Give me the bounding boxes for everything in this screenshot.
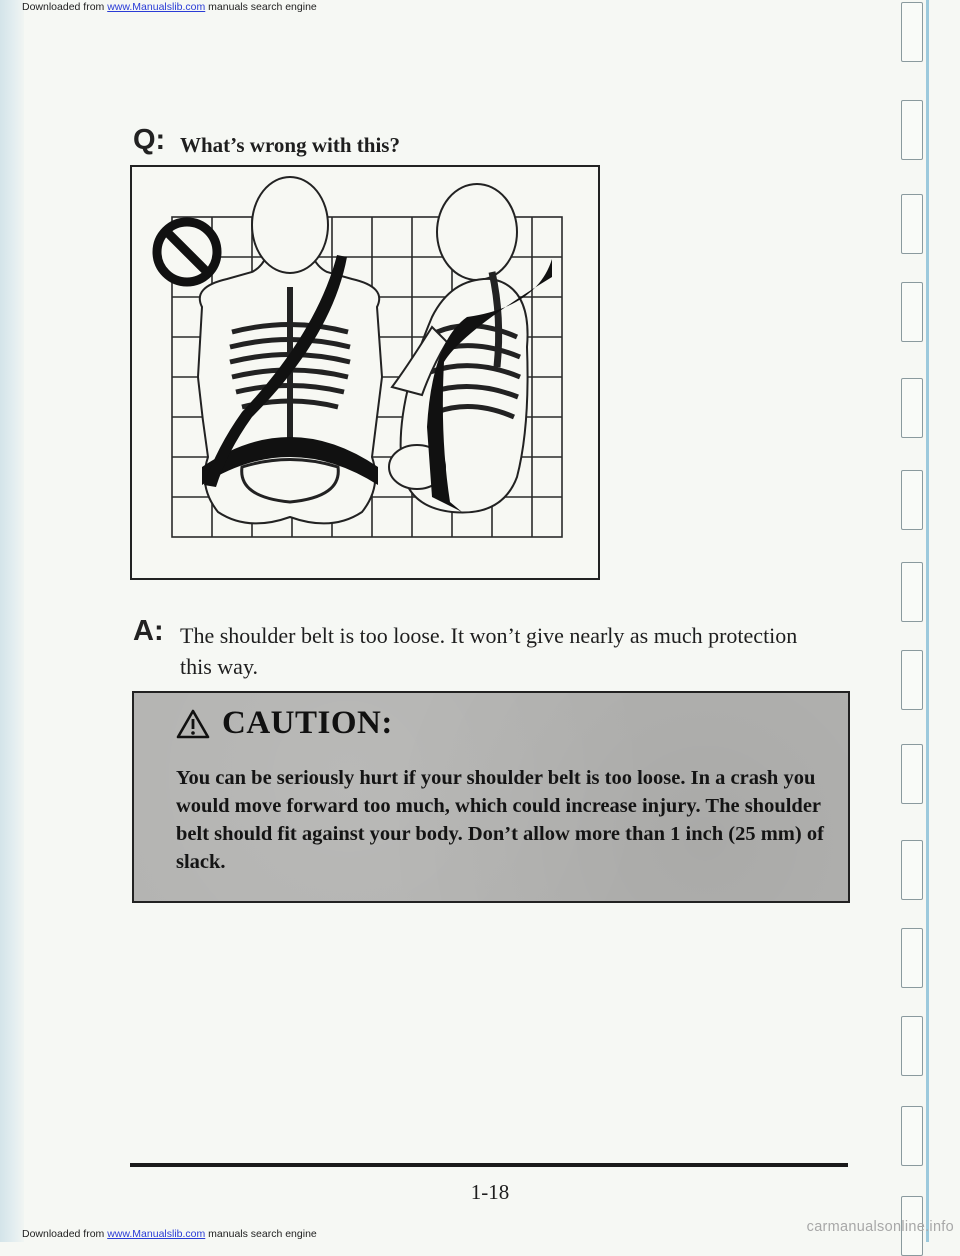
skeleton-belt-diagram bbox=[132, 167, 598, 578]
page-number: 1-18 bbox=[470, 1180, 510, 1204]
margin-tab bbox=[901, 100, 923, 160]
prohibition-icon bbox=[157, 222, 217, 282]
seat-belt-illustration bbox=[130, 165, 600, 580]
corner-watermark: carmanualsonline.info bbox=[806, 1219, 954, 1235]
margin-tab bbox=[901, 2, 923, 62]
question-label: Q: bbox=[133, 124, 166, 156]
watermark-top-prefix: Downloaded from bbox=[22, 1, 108, 13]
caution-heading bbox=[176, 705, 393, 742]
caution-title: CAUTION: bbox=[222, 705, 393, 741]
answer-text: The shoulder belt is too loose. It won’t give nearly as much protection this way. bbox=[180, 623, 798, 679]
margin-tab bbox=[901, 378, 923, 438]
footer-rule bbox=[130, 1163, 848, 1167]
caution-box bbox=[132, 691, 850, 903]
watermark-top-link[interactable]: www.Manualslib.com bbox=[107, 1, 206, 13]
question-text: What’s wrong with this? bbox=[180, 133, 400, 157]
watermark-bottom-link[interactable]: www.Manualslib.com bbox=[107, 1228, 206, 1240]
left-page-edge bbox=[0, 0, 24, 1242]
watermark-bottom-suffix: manuals search engine bbox=[205, 1228, 317, 1240]
margin-tab bbox=[901, 840, 923, 900]
margin-line bbox=[926, 0, 929, 1242]
margin-tab bbox=[901, 282, 923, 342]
watermark-bottom-prefix: Downloaded from bbox=[22, 1228, 108, 1240]
margin-tab bbox=[901, 928, 923, 988]
margin-tab bbox=[901, 650, 923, 710]
right-margin-tabs bbox=[890, 0, 960, 1242]
answer-label: A: bbox=[133, 615, 164, 647]
margin-tab bbox=[901, 470, 923, 530]
caution-body: You can be seriously hurt if your shoulder belt is too loose. In a crash you would move forward too much, which could increase injury. The shoulder belt should fit against your body. Don’t allow more than 1 inch (25 mm) of slack. bbox=[176, 767, 824, 873]
front-view-figure bbox=[198, 177, 382, 523]
margin-tab bbox=[901, 562, 923, 622]
margin-tab bbox=[901, 1106, 923, 1166]
warning-triangle-icon bbox=[176, 709, 210, 739]
watermark-top bbox=[22, 1, 542, 13]
margin-tab bbox=[901, 194, 923, 254]
watermark-bottom bbox=[22, 1228, 542, 1240]
margin-tab bbox=[901, 1016, 923, 1076]
watermark-top-suffix: manuals search engine bbox=[205, 1, 317, 13]
margin-tab bbox=[901, 744, 923, 804]
side-view-figure bbox=[389, 184, 552, 513]
